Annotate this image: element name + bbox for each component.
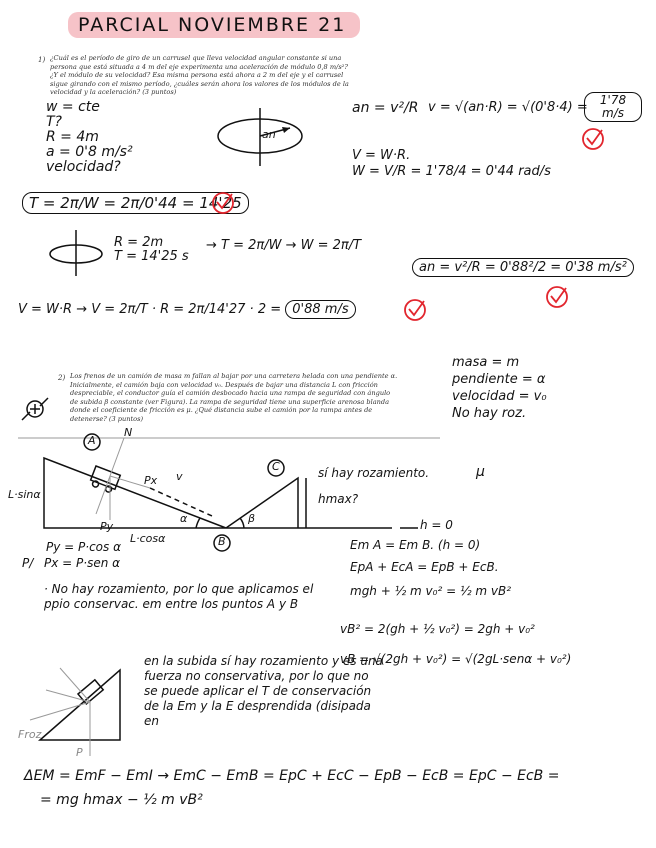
- given-velocity: velocidad?: [46, 159, 121, 175]
- check-mark-3: [544, 284, 574, 310]
- given-slope: pendiente = α: [452, 372, 546, 387]
- point-b-label: B: [218, 535, 226, 548]
- velocity-label: v: [176, 470, 183, 483]
- arrow-t-formula: → T = 2π/W → W = 2π/T: [206, 238, 362, 253]
- normal-label: N: [124, 426, 133, 439]
- px-equation: Px = P·sen α: [44, 556, 121, 570]
- q2-givens: [452, 354, 547, 422]
- delta-em-result: = mg hmax − ½ m vB²: [40, 792, 203, 808]
- an2-formula: [412, 258, 634, 277]
- given-no-friction: No hay roz.: [452, 406, 527, 421]
- given-r: R = 4m: [46, 129, 99, 145]
- p-label: P: [76, 746, 83, 759]
- alpha-label: α: [180, 512, 188, 525]
- froz-label: Froz: [18, 728, 42, 741]
- beta-label: β: [248, 512, 256, 525]
- question-1-text: ¿Cuál es el período de giro de un carrusel que lleva velocidad angular constante si una persona que está situada a 4 m del eje experimenta una aceleración de módulo 0,8 m/s²? ¿Y el módulo de su velocidad? Esa misma persona está ahora a 2 m del eje y el carrusel sigue girando con el mismo período, ¿cuáles serán ahora los valores de los módulos de la velocidad y la aceleración? (3 puntos): [50, 54, 349, 97]
- incline-diagram: [0, 430, 656, 550]
- py-equation: Py = P·cos α: [46, 540, 121, 554]
- q1-givens: [46, 100, 133, 175]
- period-formula-text: T = 2π/W = 2π/0'44 =: [29, 194, 195, 212]
- v-result: 1'78 m/s: [584, 92, 642, 122]
- delta-em-equation: ΔEM = EmF − EmI → EmC − EmB = EpC + EcC − EpB − EcB = EpC − EcB =: [24, 768, 560, 784]
- em-equation: Em A = Em B. (h = 0): [350, 538, 481, 552]
- v-formula: v = √(an·R) = √(0'8·4) =: [428, 100, 588, 115]
- no-friction-note: · No hay rozamiento, por lo que aplicamos el ppio conservac. em entre los puntos A y B: [44, 582, 314, 611]
- given-mass: masa = m: [452, 355, 520, 370]
- carousel-sketch-2: [46, 230, 106, 276]
- an2-result: 0'38 m/s²: [565, 260, 627, 275]
- lsin-label: L·sinα: [8, 488, 41, 501]
- carousel-sketch: [216, 108, 306, 168]
- carousel-an-label: an: [262, 128, 276, 141]
- given-w: w = cte: [46, 99, 100, 115]
- point-c-label: C: [272, 460, 280, 473]
- t2-label: T = 14'25 s: [114, 249, 189, 264]
- question-2-text: Los frenos de un camión de masa m fallan al bajar por una carretera helada con una pendiente α. Inicialmente, el camión baja con velocidad v₀. Después de bajar una distancia L con fricción despreciable, el conductor guía el camión desbocado hacia una rampa de seguridad con ángulo de subida β constante (ver Figura). La rampa de seguridad tiene una superficie arenosa blanda donde el coeficiente de fricción es μ. ¿Qué distancia sube el camión por la rampa antes de detenerse? (3 puntos): [70, 372, 398, 423]
- mu-label: μ: [476, 464, 485, 480]
- px-label: Px: [144, 474, 158, 487]
- c-friction-note: sí hay rozamiento.: [318, 466, 430, 480]
- v2-result: 0'88 m/s: [285, 300, 355, 319]
- v2-text: V = W·R → V = 2π/T · R = 2π/14'27 · 2 =: [18, 302, 282, 317]
- lcos-label: L·cosα: [130, 532, 166, 545]
- period-result: 14'25: [199, 194, 242, 212]
- question-1-number: 1): [38, 56, 46, 64]
- page-title: PARCIAL NOVIEMBRE 21: [68, 12, 360, 38]
- hmax-label: hmax?: [318, 492, 359, 506]
- vb2-equation: vB² = 2(gh + ½ v₀²) = 2gh + v₀²: [340, 622, 535, 636]
- axes-icon: [20, 394, 50, 424]
- check-mark-2: [210, 190, 240, 216]
- given-t: T?: [46, 114, 62, 130]
- py-label: Py: [100, 520, 114, 533]
- r2-values: [114, 236, 189, 264]
- ramp-block-sketch: [20, 660, 130, 760]
- v2-formula: [18, 302, 356, 317]
- ep-equation: EpA + EcA = EpB + EcB.: [350, 560, 499, 574]
- an2-text: an = v²/R = 0'88²/2 =: [419, 260, 562, 275]
- given-a: a = 0'8 m/s²: [46, 144, 133, 160]
- check-mark-1: [580, 126, 610, 152]
- page-title-container: [68, 14, 360, 36]
- pf-label: P/: [22, 556, 34, 570]
- an-formula: an = v²/R: [352, 100, 419, 116]
- w-formula: W = V/R = 1'78/4 = 0'44 rad/s: [352, 164, 551, 179]
- ramp-friction-note: en la subida sí hay rozamiento y es una fuerza no conservativa, por lo que no se puede aplicar el T de conservación de la Em y la E desprendida (disipada en: [144, 654, 383, 728]
- point-a-label: A: [88, 434, 96, 447]
- check-mark-4: [402, 296, 432, 324]
- question-2-number: 2): [58, 374, 66, 382]
- vb-equation: vB = √(2gh + v₀²) = √(2gL·senα + v₀²): [340, 652, 572, 666]
- mgh-equation: mgh + ½ m v₀² = ½ m vB²: [350, 584, 512, 598]
- r2-label: R = 2m: [114, 235, 164, 250]
- given-v0: velocidad = v₀: [452, 389, 547, 404]
- v-wr-formula: V = W·R.: [352, 148, 411, 163]
- h0-label: h = 0: [420, 518, 453, 532]
